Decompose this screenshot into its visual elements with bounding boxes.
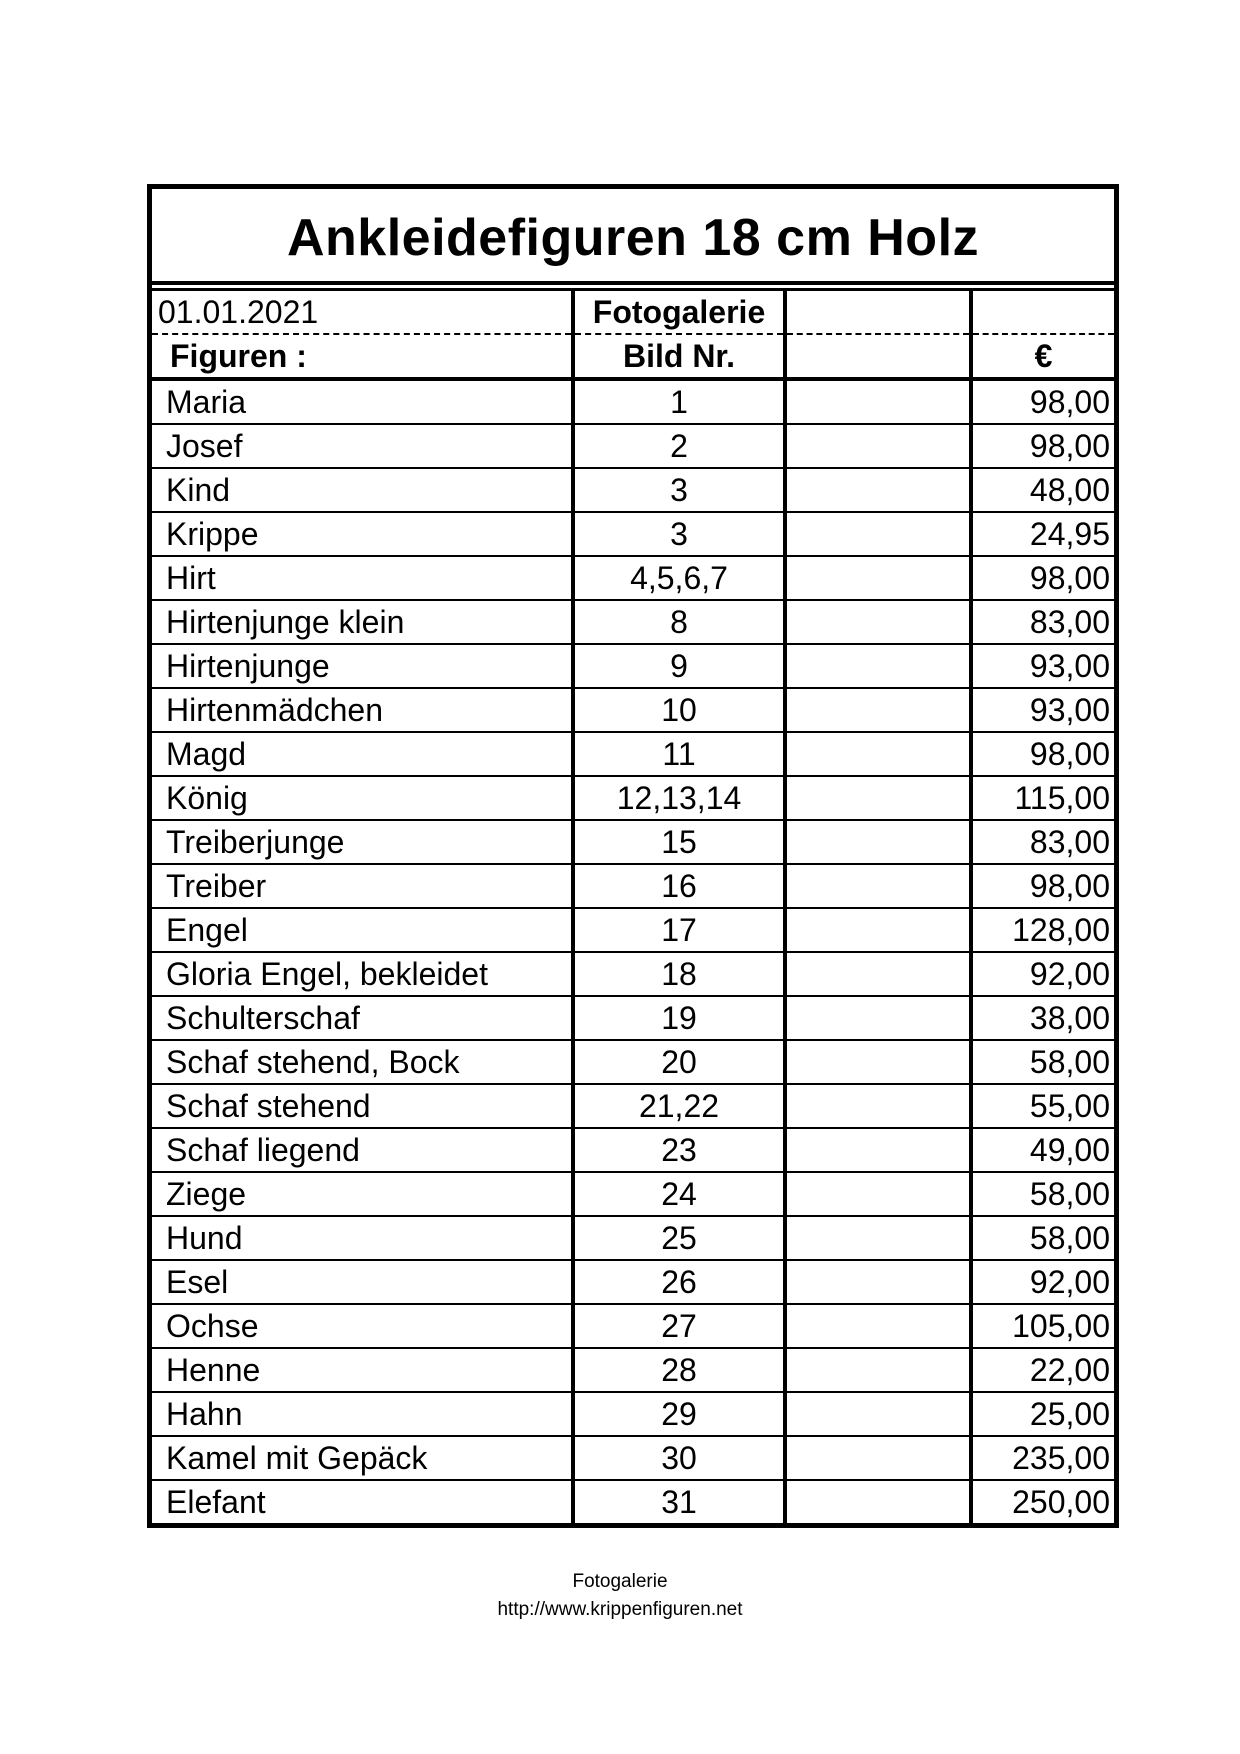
image-number: 18 [573,952,785,996]
empty-header-cell [785,290,971,335]
image-number: 27 [573,1304,785,1348]
image-number: 3 [573,512,785,556]
price-value: 58,00 [971,1172,1114,1216]
image-number: 4,5,6,7 [573,556,785,600]
figure-name: Krippe [152,512,573,556]
figure-name: Maria [152,379,573,424]
empty-cell [785,556,971,600]
price-value: 93,00 [971,644,1114,688]
price-value: 98,00 [971,864,1114,908]
price-value: 24,95 [971,512,1114,556]
table-row [152,1172,1114,1216]
price-value: 98,00 [971,732,1114,776]
price-list-sheet [147,184,1119,1528]
empty-cell [785,952,971,996]
title-box [152,189,1114,285]
price-value: 92,00 [971,1260,1114,1304]
empty-cell [785,776,971,820]
figure-name: Elefant [152,1480,573,1523]
table-row [152,556,1114,600]
image-number: 28 [573,1348,785,1392]
price-value: 49,00 [971,1128,1114,1172]
figure-name: Ochse [152,1304,573,1348]
table-row [152,600,1114,644]
empty-cell [785,820,971,864]
price-value: 98,00 [971,379,1114,424]
image-number: 10 [573,688,785,732]
image-number: 24 [573,1172,785,1216]
figure-name: Schaf stehend, Bock [152,1040,573,1084]
column-header-empty [785,334,971,379]
price-value: 98,00 [971,556,1114,600]
image-number: 9 [573,644,785,688]
empty-cell [785,1348,971,1392]
price-table [152,288,1114,1523]
column-header-image-no: Bild Nr. [573,334,785,379]
price-value: 98,00 [971,424,1114,468]
figure-name: Engel [152,908,573,952]
empty-cell [785,1040,971,1084]
price-value: 22,00 [971,1348,1114,1392]
table-row [152,644,1114,688]
table-row [152,864,1114,908]
empty-cell [785,1304,971,1348]
figure-name: Treiber [152,864,573,908]
image-number: 20 [573,1040,785,1084]
table-row [152,424,1114,468]
table-row [152,776,1114,820]
empty-header-cell [971,290,1114,335]
price-value: 250,00 [1012,1484,1110,1520]
page-title: Ankleidefiguren 18 cm Holz [286,209,980,267]
price-value: 115,00 [971,776,1114,820]
image-number: 29 [573,1392,785,1436]
figure-name: Schaf stehend [152,1084,573,1128]
table-row [152,1128,1114,1172]
figure-name: Hirtenmädchen [152,688,573,732]
image-number: 19 [573,996,785,1040]
price-value: 128,00 [971,908,1114,952]
table-row [152,996,1114,1040]
figure-name: Hirtenjunge [152,644,573,688]
empty-cell [785,468,971,512]
figure-name: Gloria Engel, bekleidet [152,952,573,996]
price-value: 105,00 [971,1304,1114,1348]
empty-cell [785,600,971,644]
image-number: 2 [573,424,785,468]
table-row [152,1480,1114,1523]
column-header-price: € [971,334,1114,379]
empty-cell [785,732,971,776]
table-row [152,379,1114,424]
figure-name: Henne [152,1348,573,1392]
image-number: 17 [573,908,785,952]
gallery-label: Fotogalerie [573,290,785,335]
image-number: 12,13,14 [573,776,785,820]
image-number: 30 [573,1436,785,1480]
figure-name: Kamel mit Gepäck [152,1436,573,1480]
empty-cell [785,864,971,908]
price-value: 83,00 [971,820,1114,864]
empty-cell [785,1084,971,1128]
empty-cell [785,1260,971,1304]
table-row [152,688,1114,732]
table-row [152,1216,1114,1260]
empty-cell [785,688,971,732]
price-value: 58,00 [971,1040,1114,1084]
figure-name: Ziege [152,1172,573,1216]
table-row [152,820,1114,864]
figure-name: Schaf liegend [152,1128,573,1172]
table-row [152,1304,1114,1348]
footer-url: http://www.krippenfiguren.net [497,1599,743,1620]
image-number: 26 [573,1260,785,1304]
empty-cell [785,996,971,1040]
column-header-figures: Figuren : [152,334,573,379]
price-value: 25,00 [971,1392,1114,1436]
header-row-top [152,290,1114,335]
table-row [152,732,1114,776]
price-value: 93,00 [971,688,1114,732]
figure-name: Magd [152,732,573,776]
table-row [152,512,1114,556]
table-row [152,1436,1114,1480]
header-row-columns [152,334,1114,379]
price-value: 235,00 [971,1436,1114,1480]
image-number: 25 [573,1216,785,1260]
figure-name: Hirt [152,556,573,600]
figure-name: König [152,776,573,820]
image-number: 15 [573,820,785,864]
image-number: 1 [573,379,785,424]
empty-cell [785,1128,971,1172]
price-table-body [152,290,1114,1524]
table-row [152,1392,1114,1436]
price-value: 92,00 [971,952,1114,996]
table-row [152,468,1114,512]
table-row [152,1260,1114,1304]
table-row [152,952,1114,996]
image-number: 8 [573,600,785,644]
empty-cell [785,1172,971,1216]
empty-cell [785,1436,971,1480]
page-footer [0,1568,1240,1624]
empty-cell [785,644,971,688]
empty-cell [785,1216,971,1260]
table-row [152,1084,1114,1128]
price-value: 83,00 [971,600,1114,644]
image-number: 16 [573,864,785,908]
figure-name: Hahn [152,1392,573,1436]
figure-name: Josef [152,424,573,468]
figure-name: Kind [152,468,573,512]
table-row [152,1348,1114,1392]
table-row [152,1040,1114,1084]
empty-cell [785,1480,971,1523]
empty-cell [785,512,971,556]
empty-cell [785,908,971,952]
image-number: 31 [573,1480,785,1523]
image-number: 21,22 [573,1084,785,1128]
price-value: 55,00 [971,1084,1114,1128]
image-number: 11 [573,732,785,776]
figure-name: Hund [152,1216,573,1260]
table-row [152,908,1114,952]
empty-cell [785,424,971,468]
figure-name: Esel [152,1260,573,1304]
price-value: 48,00 [971,468,1114,512]
figure-name: Hirtenjunge klein [152,600,573,644]
image-number: 3 [573,468,785,512]
date-label: 01.01.2021 [152,290,573,335]
footer-gallery-label: Fotogalerie [572,1571,668,1592]
empty-cell [785,379,971,424]
figure-name: Schulterschaf [152,996,573,1040]
empty-cell [785,1392,971,1436]
figure-name: Treiberjunge [152,820,573,864]
image-number: 23 [573,1128,785,1172]
price-value: 38,00 [971,996,1114,1040]
price-value: 58,00 [971,1216,1114,1260]
